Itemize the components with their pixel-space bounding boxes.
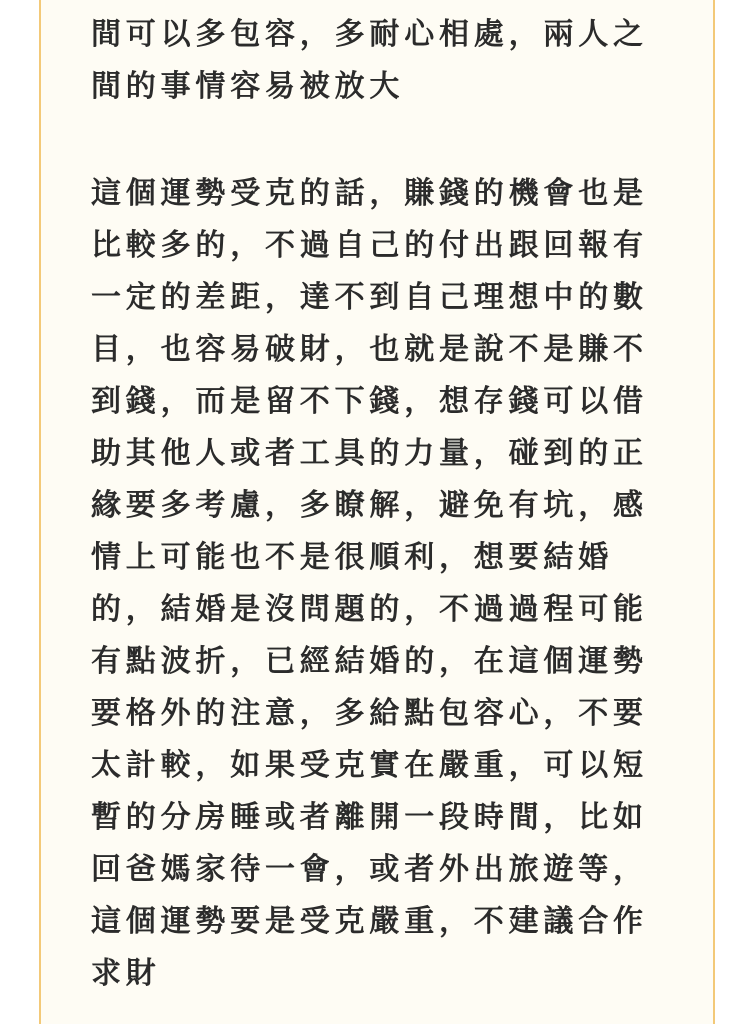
paragraph-1 bbox=[91, 9, 648, 113]
paragraph-line: 到錢，而是留不下錢，想存錢可以借 bbox=[91, 384, 648, 419]
paragraph-line: 要格外的注意，多給點包容心，不要 bbox=[91, 696, 648, 731]
paragraph-line: 求財 bbox=[91, 956, 161, 991]
paragraph-line: 比較多的，不過自己的付出跟回報有 bbox=[91, 228, 648, 263]
paragraph-line: 有點波折，已經結婚的，在這個運勢 bbox=[91, 644, 648, 679]
article-panel bbox=[39, 0, 715, 1024]
paragraph-line: 間的事情容易被放大 bbox=[91, 69, 405, 104]
paragraph-line: 這個運勢受克的話，賺錢的機會也是 bbox=[91, 176, 648, 211]
paragraph-line: 暫的分房睡或者離開一段時間，比如 bbox=[91, 800, 648, 835]
paragraph-line: 間可以多包容，多耐心相處，兩人之 bbox=[91, 17, 648, 52]
paragraph-line: 情上可能也不是很順利，想要結婚 bbox=[91, 540, 613, 575]
paragraph-line: 助其他人或者工具的力量，碰到的正 bbox=[91, 436, 648, 471]
paragraph-line: 太計較，如果受克實在嚴重，可以短 bbox=[91, 748, 648, 783]
paragraph-line: 這個運勢要是受克嚴重，不建議合作 bbox=[91, 904, 648, 939]
paragraph-line: 一定的差距，達不到自己理想中的數 bbox=[91, 280, 648, 315]
paragraph-line: 回爸媽家待一會，或者外出旅遊等， bbox=[91, 852, 648, 887]
paragraph-line: 目，也容易破財，也就是說不是賺不 bbox=[91, 332, 648, 367]
paragraph-line: 的，結婚是沒問題的，不過過程可能 bbox=[91, 592, 648, 627]
paragraph-line: 緣要多考慮，多瞭解，避免有坑，感 bbox=[91, 488, 648, 523]
paragraph-2 bbox=[91, 168, 648, 1000]
